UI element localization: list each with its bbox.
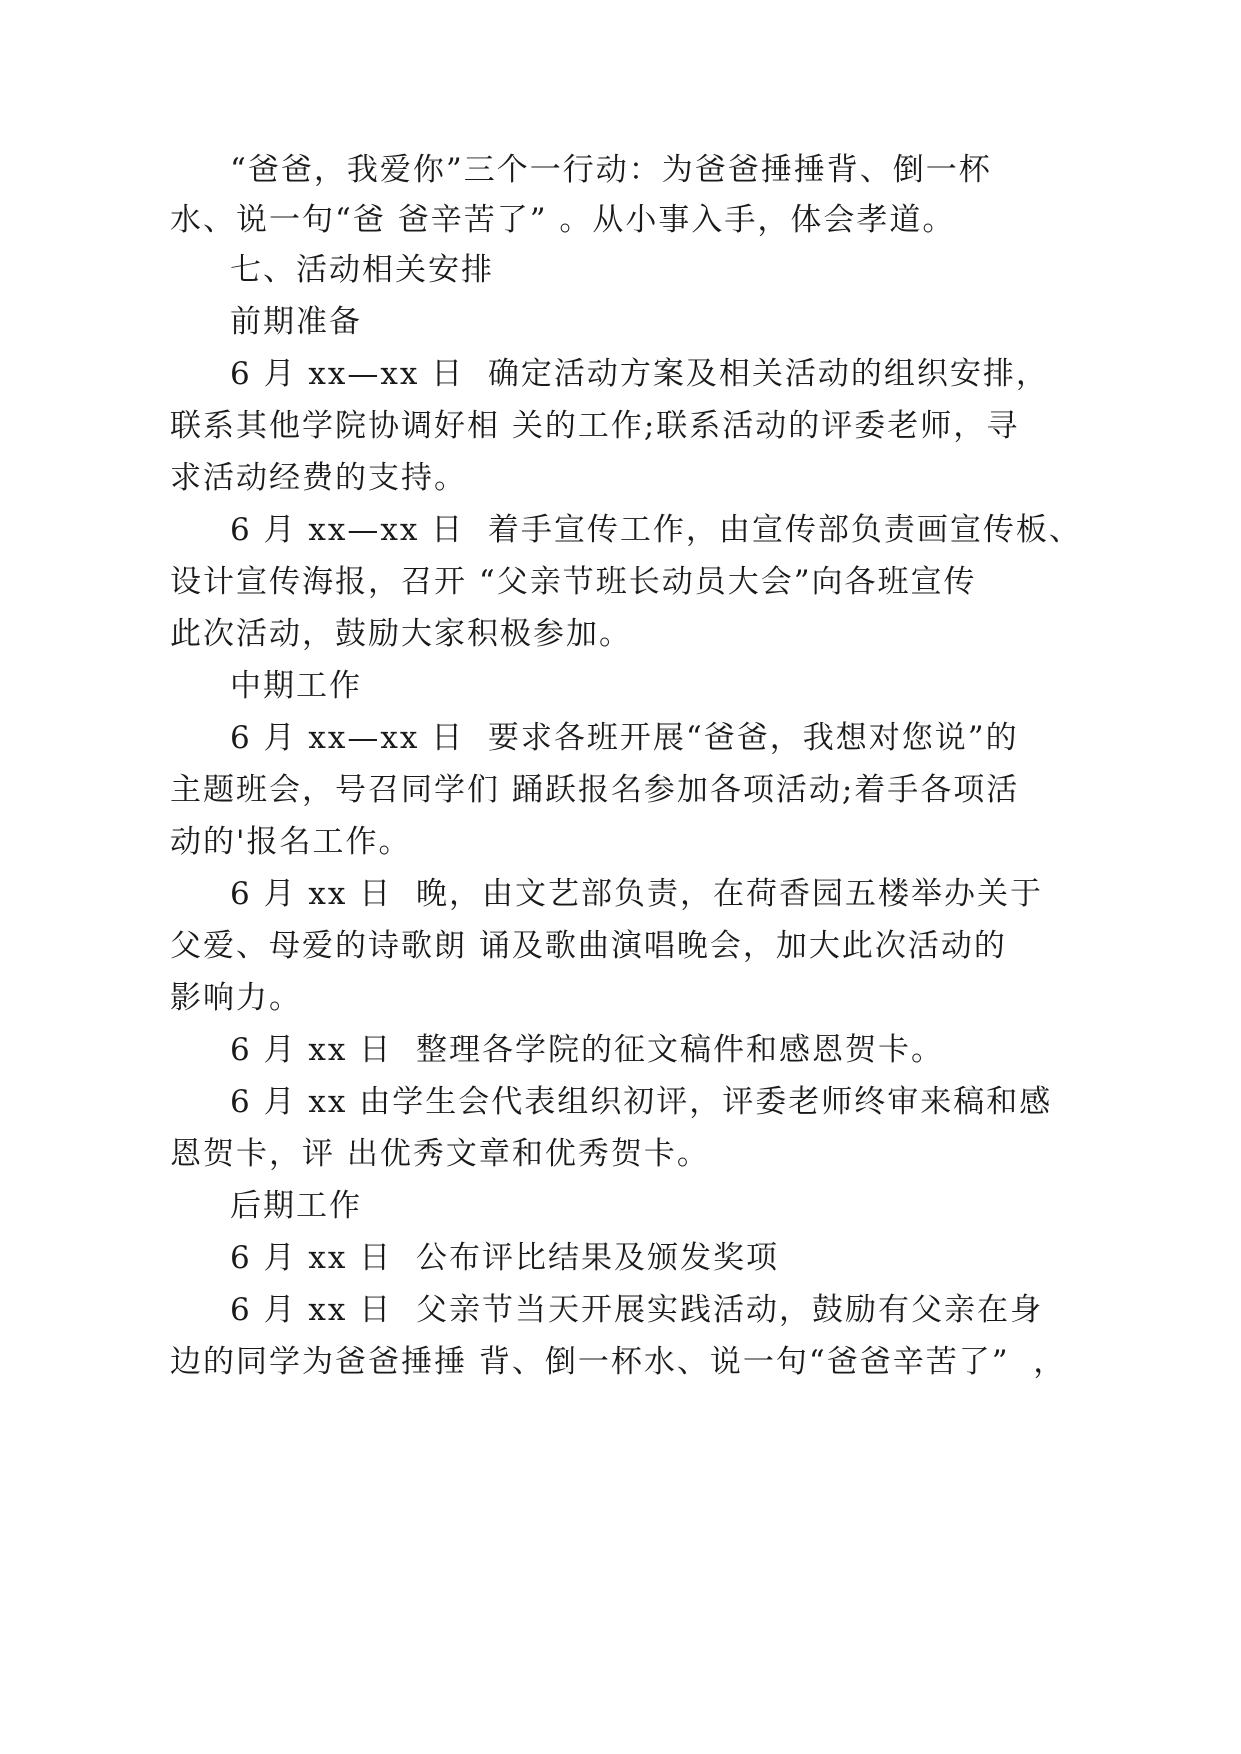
text-line: 影响力。	[170, 980, 302, 1016]
section-heading: 七、活动相关安排	[230, 252, 494, 288]
text-line: 6 月 xx—xx 日 着手宣传工作，由宣传部负责画宣传板、	[230, 512, 1082, 548]
subsection-heading: 前期准备	[230, 304, 362, 340]
text-line: 此次活动，鼓励大家积极参加。	[170, 616, 632, 652]
text-line: 主题班会，号召同学们 踊跃报名参加各项活动;着手各项活	[170, 772, 1020, 808]
subsection-heading: 后期工作	[230, 1188, 362, 1224]
text-line: “爸爸，我爱你”三个一行动：为爸爸捶捶背、倒一杯	[230, 152, 992, 188]
text-line: 水、说一句“爸 爸辛苦了” 。从小事入手，体会孝道。	[170, 202, 956, 238]
text-line: 6 月 xx 日 晚，由文艺部负责，在荷香园五楼举办关于	[230, 876, 1043, 912]
text-line: 6 月 xx 日 整理各学院的征文稿件和感恩贺卡。	[230, 1032, 944, 1068]
text-line: 6 月 xx—xx 日 要求各班开展“爸爸，我想对您说”的	[230, 720, 1019, 756]
text-line: 设计宣传海报，召开 “父亲节班长动员大会”向各班宣传	[170, 564, 977, 600]
text-line: 6 月 xx—xx 日 确定活动方案及相关活动的组织安排，	[230, 356, 1049, 392]
text-line: 6 月 xx 日 父亲节当天开展实践活动，鼓励有父亲在身	[230, 1292, 1043, 1328]
text-line: 边的同学为爸爸捶捶 背、倒一杯水、说一句“爸爸辛苦了” ，	[170, 1344, 1067, 1380]
subsection-heading: 中期工作	[230, 668, 362, 704]
text-line: 恩贺卡，评 出优秀文章和优秀贺卡。	[170, 1136, 710, 1172]
text-line: 联系其他学院协调好相 关的工作;联系活动的评委老师，寻	[170, 408, 1020, 444]
text-line: 求活动经费的支持。	[170, 460, 467, 496]
text-line: 6 月 xx 日 公布评比结果及颁发奖项	[230, 1240, 779, 1276]
text-line: 动的'报名工作。	[170, 824, 412, 860]
text-line: 父爱、母爱的诗歌朗 诵及歌曲演唱晚会，加大此次活动的	[170, 928, 1007, 964]
text-line: 6 月 xx 由学生会代表组织初评，评委老师终审来稿和感	[230, 1084, 1053, 1120]
